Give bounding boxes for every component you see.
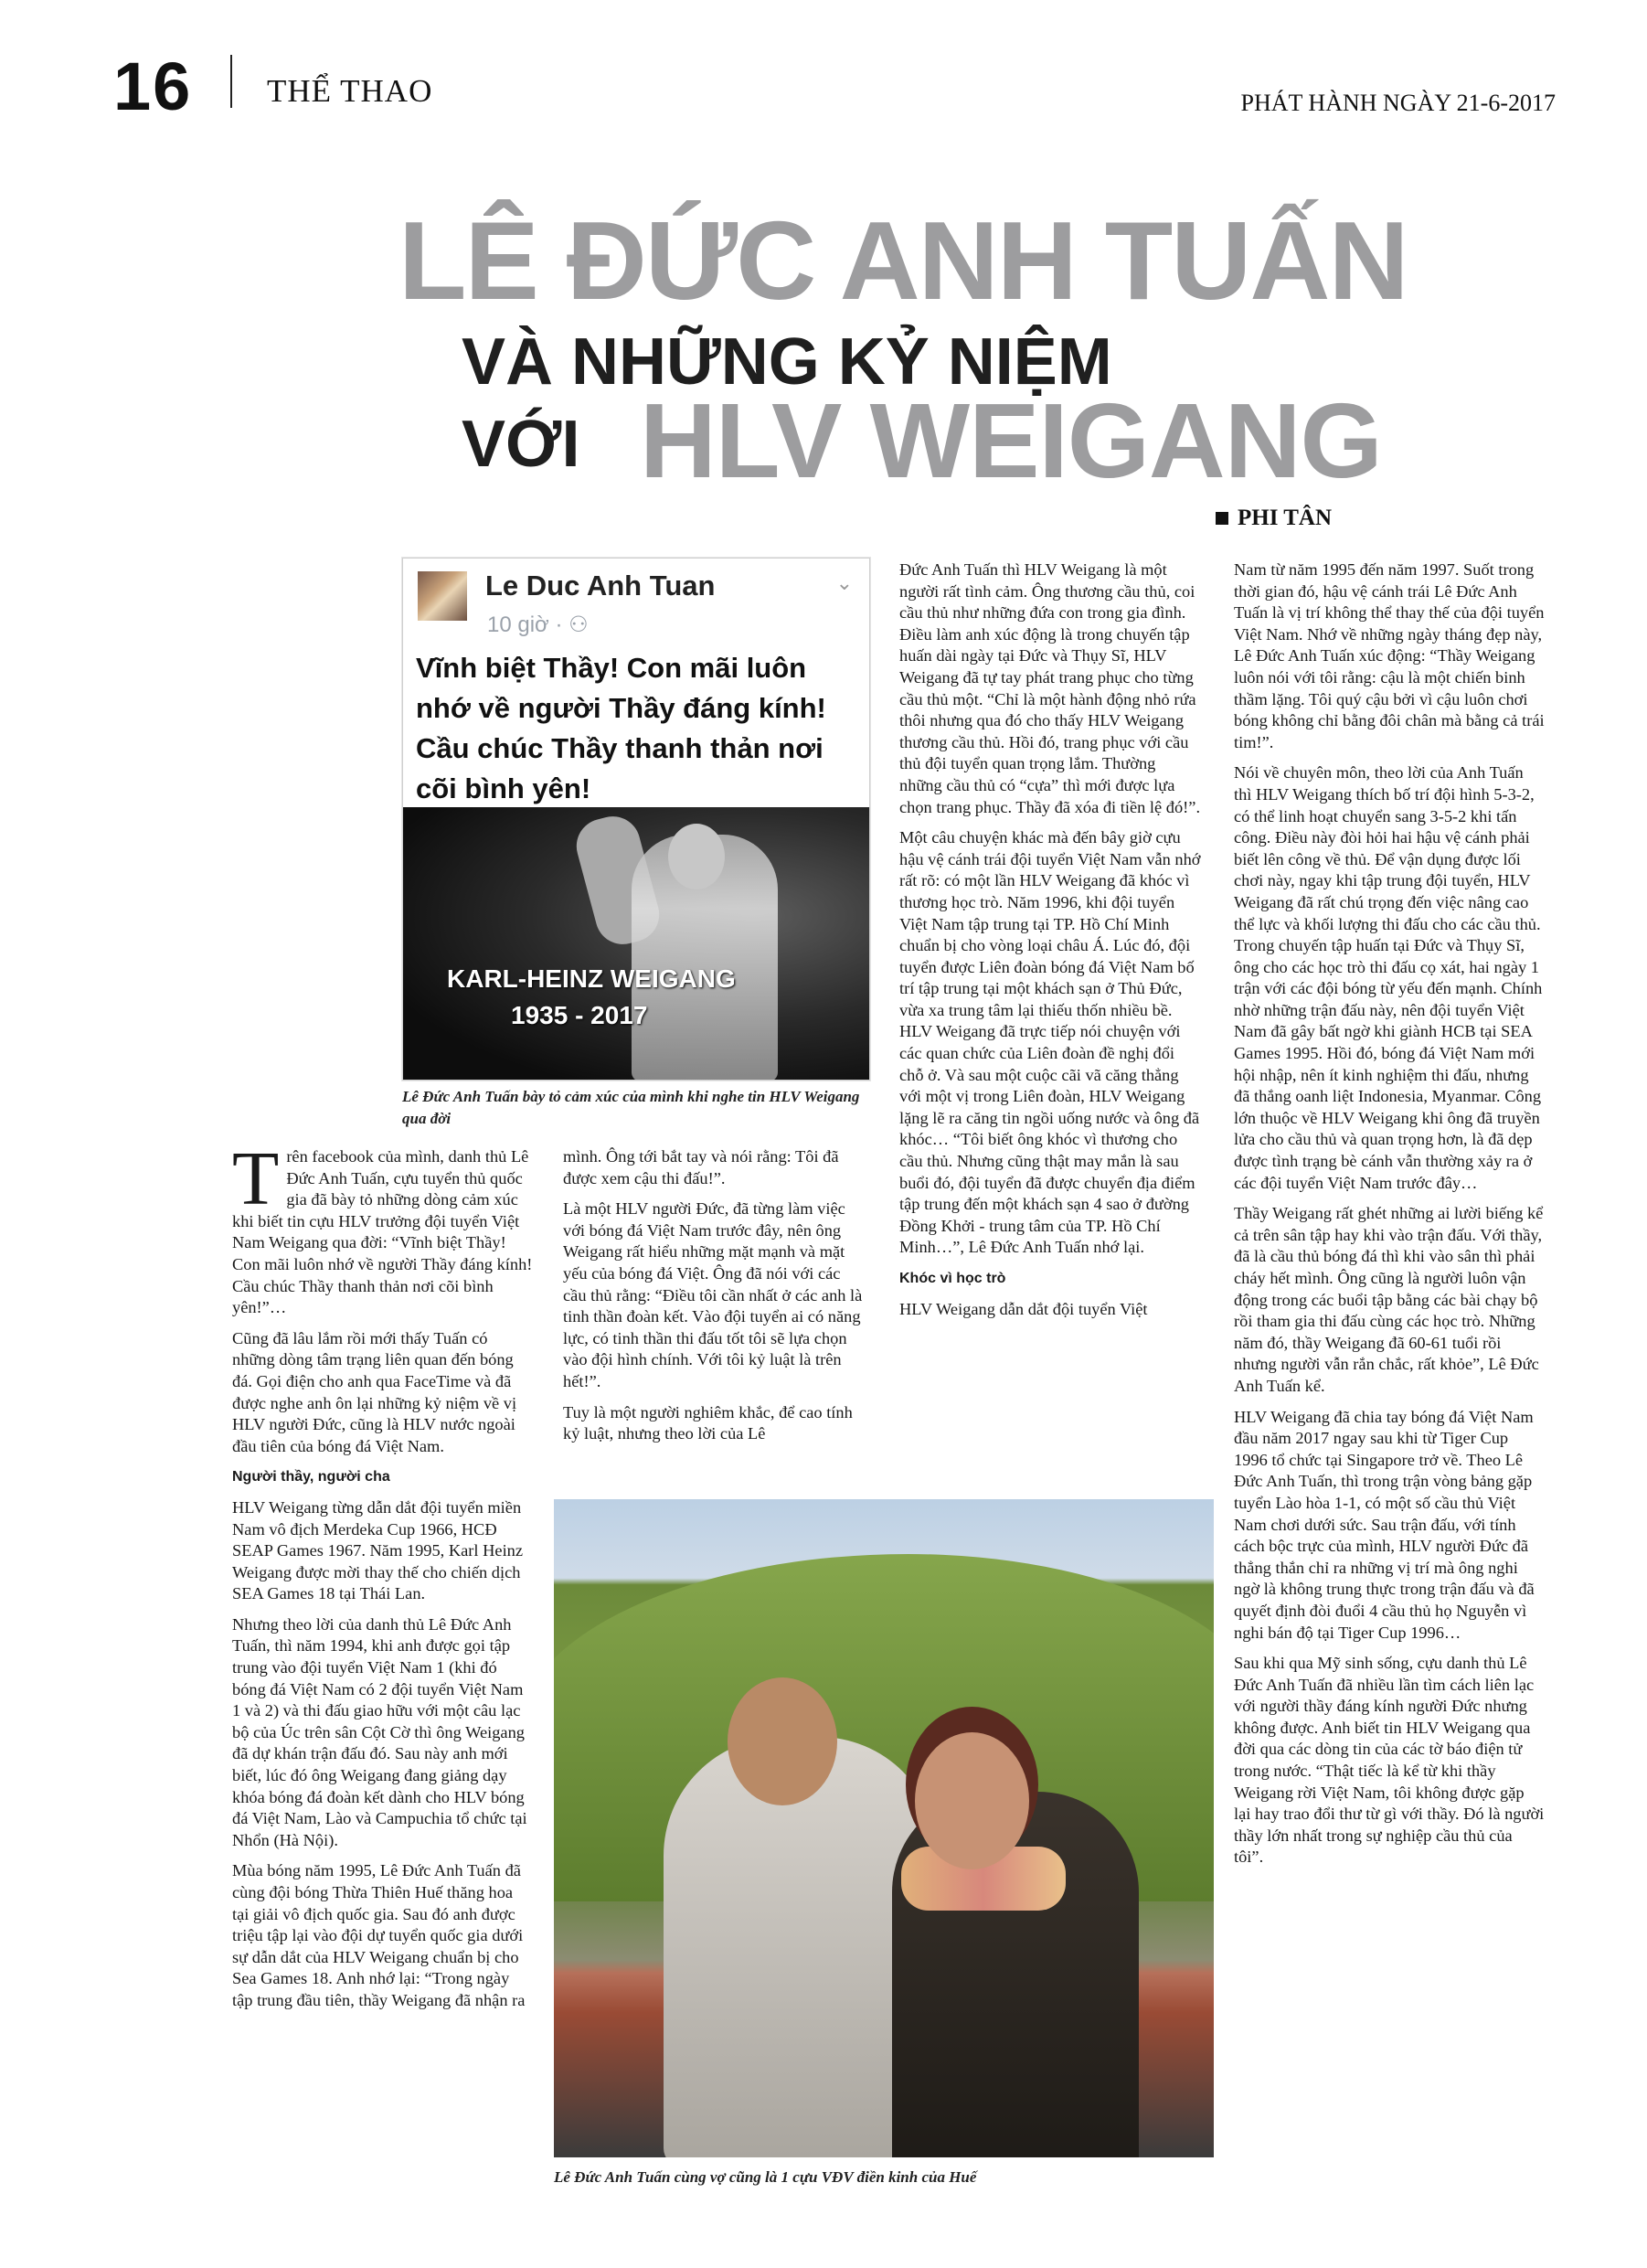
chevron-down-icon: ⌄ xyxy=(835,571,853,594)
article-column-3 xyxy=(899,559,1201,1329)
photo-years: 1935 - 2017 xyxy=(511,1001,648,1029)
post-author: Le Duc Anh Tuan xyxy=(485,570,716,602)
post-time: 10 giờ · ⚇ xyxy=(487,612,589,637)
paragraph: Nhưng theo lời của danh thủ Lê Đức Anh Tuấn, thì năm 1994, khi anh được gọi tập trung vào đội tuyển Việt Nam 1 (khi đó bóng đá Việt Nam có 2 đội tuyển Việt Nam 1 và 2) và thi đấu giao hữu với một câu lạc bộ của Úc trên sân Cột Cờ thì ông Weigang đã dự khán trận đấu đó. Sau này anh mới biết, lúc đó ông Weigang đang giảng dạy khóa bóng đá đoàn kết dành cho HLV bóng đá Việt Nam, Lào và Campuchia tổ chức tại Nhổn (Hà Nội). xyxy=(232,1614,527,1849)
paragraph: HLV Weigang dẫn dắt đội tuyển Việt xyxy=(899,1299,1148,1318)
byline: PHI TÂN xyxy=(1216,506,1332,531)
facebook-post-image xyxy=(402,558,870,1081)
paragraph: mình. Ông tới bắt tay và nói rằng: Tôi đã được xem cậu thi đấu!”. xyxy=(563,1147,839,1187)
paragraph: HLV Weigang đã chia tay bóng đá Việt Nam đầu năm 2017 ngay sau khi từ Tiger Cup 1996 tổ chức tại Singapore trở về. Theo Lê Đức Anh Tuấn, thì trong trận vòng bảng gặp tuyển Lào hòa 1-1, có một số cầu thủ Việt Nam chơi dưới sức. Sau trận đấu, với tính cách bộc trực của mình, HLV người Đức đã thẳng thắn chỉ ra những vị trí mà ông nghi ngờ là không trung thực trong trận đấu và đã quyết định đòi đuổi 4 cầu thủ họ Nguyễn vì nghi bán độ tại Tiger Cup 1996… xyxy=(1234,1407,1535,1642)
photo-name: KARL-HEINZ WEIGANG xyxy=(447,964,736,993)
byline-square-icon xyxy=(1216,512,1228,525)
memorial-photo xyxy=(403,807,869,1080)
paragraph: Cũng đã lâu lắm rồi mới thấy Tuấn có những dòng tâm trạng liên quan đến bóng đá. Gọi điện cho anh qua FaceTime và đã được nghe anh ôn lại những kỷ niệm về vị HLV người Đức, cũng là HLV nước ngoài đầu tiên của bóng đá Việt Nam. xyxy=(232,1328,517,1455)
headline-line2: VÀ NHỮNG KỶ NIỆM xyxy=(462,325,1112,399)
avatar xyxy=(418,571,467,621)
paragraph: Thầy Weigang rất ghét những ai lười biếng kể cả trên sân tập hay khi vào trận đấu. Với thầy, đã là cầu thủ bóng đá thì khi vào sân thì phải cháy hết mình. Ông cũng là người luôn vận động trong các buổi tập bằng các bài chạy bộ rồi tham gia thi đấu cùng các học trò. Những năm đó, thầy Weigang đã 60-61 tuổi rồi nhưng người vẫn rắn chắc, rất khỏe”, Lê Đức Anh Tuấn kể. xyxy=(1234,1204,1544,1395)
couple-photo xyxy=(554,1499,1214,2157)
dropcap: T xyxy=(232,1136,280,1221)
headline-line3a: VỚI xyxy=(462,408,580,481)
paragraph: Tuy là một người nghiêm khắc, để cao tính kỷ luật, nhưng theo lời của Lê xyxy=(563,1402,853,1443)
paragraph: Là một HLV người Đức, đã từng làm việc với bóng đá Việt Nam trước đây, nên ông Weigang rất hiểu những mặt mạnh và mặt yếu của bóng đá Việt. Ông đã nói với các cầu thủ rằng: “Điều tôi cần nhất ở các anh là tinh thần đoàn kết. Vào đội tuyển ai có năng lực, có tinh thần thi đấu tốt tôi sẽ lựa chọn vào đội hình chính. Với tôi kỷ luật là trên hết!”. xyxy=(563,1199,863,1390)
caption-facebook: Lê Đức Anh Tuấn bày tỏ cảm xúc của mình khi nghe tin HLV Weigang qua đời xyxy=(402,1088,860,1127)
paragraph: Đức Anh Tuấn thì HLV Weigang là một người rất tình cảm. Ông thương cầu thủ, coi cầu thủ như những đứa con trong gia đình. Điều làm anh xúc động là trong chuyến tập huấn dài ngày tại Đức và Thụy Sĩ, HLV Weigang đã tự tay phát trang phục cho từng cầu thủ một. “Chỉ là một hành động nhỏ rứa thôi nhưng qua đó cho thấy HLV Weigang thương cầu thủ. Hồi đó, trang phục với cầu thủ đội tuyển quan trọng lắm. Thường những cầu thủ có “cựa” thì mới được lựa chọn trang phục. Thầy đã xóa đi tiền lệ đó!”. xyxy=(899,560,1201,816)
issue-date: PHÁT HÀNH NGÀY 21-6-2017 xyxy=(1240,90,1556,116)
paragraph: Nói về chuyên môn, theo lời của Anh Tuấn thì HLV Weigang thích bố trí đội hình 5-3-2, có thể linh hoạt chuyển sang 3-5-2 khi tấn công. Điều này đòi hỏi hai hậu vệ cánh phải biết lên công về thủ. Để vận dụng được lối chơi này, ngay khi tập trung đội tuyển, HLV Weigang đã rất chú trọng đến việc nâng cao thể lực và khối lượng thi đấu cho các cầu thủ. Trong chuyến tập huấn tại Đức và Thụy Sĩ, ông cho các học trò thi đấu cọ xát, hai ngày 1 trận với các đội bóng từ yếu đến mạnh. Chính nhờ những trận đấu này, nên đội tuyển Việt Nam đã gây bất ngờ khi giành HCB tại SEA Games 1995. Hồi đó, bóng đá Việt Nam mới hội nhập, nên ít kinh nghiệm thi đấu, nhưng đã thắng oanh liệt Indonesia, Myanmar. Công lớn thuộc về HLV Weigang khi ông đã truyền lửa cho cầu thủ và quan trọng hơn, là đã dẹp được tình trạng bè cánh vẫn thường xảy ra ở các đội tuyển Việt Nam trước đây… xyxy=(1234,763,1543,1192)
photo-woman-head xyxy=(915,1732,1029,1869)
header-divider xyxy=(230,55,232,108)
page-number: 16 xyxy=(113,48,193,124)
headline-line3b: HLV WEIGANG xyxy=(640,381,1382,500)
photo-head xyxy=(668,824,725,889)
paragraph: Nam từ năm 1995 đến năm 1997. Suốt trong thời gian đó, hậu vệ cánh trái Lê Đức Anh Tuấn là vị trí không thể thay thế của đội tuyển Việt Nam. Nhớ về những ngày tháng đẹp này, Lê Đức Anh Tuấn xúc động: “Thầy Weigang luôn nói với tôi rằng: cậu là một chiến binh thầm lặng. Tôi quý cậu bởi vì cậu luôn chơi bóng không chỉ bằng đôi chân mà bằng cả trái tim!”. xyxy=(1234,560,1545,751)
caption-couple: Lê Đức Anh Tuấn cùng vợ cũng là 1 cựu VĐV điền kinh của Huế xyxy=(554,2168,977,2186)
article-column-1 xyxy=(232,1136,534,2021)
headline-line1: LÊ ĐỨC ANH TUẤN xyxy=(398,198,1408,323)
subheading: Khóc vì học trò xyxy=(899,1271,1006,1286)
paragraph: Mùa bóng năm 1995, Lê Đức Anh Tuấn đã cùng đội bóng Thừa Thiên Huế thăng hoa tại giải vô địch quốc gia. Sau đó anh được triệu tập lại vào đội dự tuyển quốc gia dưới sự dẫn dắt của HLV Weigang chuẩn bị cho Sea Games 18. Anh nhớ lại: “Trong ngày tập trung đầu tiên, thầy Weigang đã nhận ra xyxy=(232,1861,526,2009)
paragraph: HLV Weigang từng dẫn dắt đội tuyển miền Nam vô địch Merdeka Cup 1966, HCĐ SEAP Games 1967. Năm 1995, Karl Heinz Weigang được mời thay thế cho chiến dịch SEA Games 18 tại Thái Lan. xyxy=(232,1497,524,1603)
section-title: THỂ THAO xyxy=(267,73,433,109)
article-column-2 xyxy=(563,1146,865,1454)
paragraph: Trên facebook của mình, danh thủ Lê Đức Anh Tuấn, cựu tuyển thủ quốc gia đã bày tỏ những dòng cảm xúc khi biết tin cựu HLV trưởng đội tuyển Việt Nam Weigang qua đời: “Vĩnh biệt Thầy! Con mãi luôn nhớ về người Thầy đáng kính! Cầu chúc Thầy thanh thản nơi cõi bình yên!”… xyxy=(232,1136,533,1317)
post-text: Vĩnh biệt Thầy! Con mãi luôn nhớ về người Thầy đáng kính! Cầu chúc Thầy thanh thản nơi cõi bình yên! xyxy=(416,652,826,804)
paragraph: Một câu chuyện khác mà đến bây giờ cựu hậu vệ cánh trái đội tuyển Việt Nam vẫn nhớ rất rõ: có một lần HLV Weigang đã khóc vì thương học trò. Năm 1996, khi đội tuyển Việt Nam tập trung tại TP. Hồ Chí Minh chuẩn bị cho vòng loại châu Á. Lúc đó, đội tuyển được Liên đoàn bóng đá Việt Nam bố trí tập trung tại một khách sạn ở Thủ Đức, vừa xa trung tâm lại thiếu thốn nhiều bề. HLV Weigang đã trực tiếp nói chuyện với các quan chức của Liên đoàn đề nghị đổi chỗ ở. Và sau một cuộc cãi vã căng thẳng với một vị trong Liên đoàn, HLV Weigang lặng lẽ ra căng tin ngồi uống nước và ông đã khóc… “Tôi biết ông khóc vì thương cho cầu thủ. Nhưng cũng thật may mắn là sau buổi đó, đội tuyển đã được chuyển địa điểm tập trung đến một khách sạn 4 sao ở đường Đồng Khởi - trung tâm của TP. Hồ Chí Minh…”, Lê Đức Anh Tuấn nhớ lại. xyxy=(899,828,1201,1257)
subheading: Người thầy, người cha xyxy=(232,1469,390,1485)
article-column-4 xyxy=(1234,559,1545,1878)
paragraph: Sau khi qua Mỹ sinh sống, cựu danh thủ Lê Đức Anh Tuấn đã nhiều lần tìm cách liên lạc với người thầy đáng kính người Đức nhưng không được. Anh biết tin HLV Weigang qua đời qua các dòng tin của các tờ báo điện tử trong nước. “Thật tiếc là kể từ khi thầy Weigang rời Việt Nam, tôi không được gặp lại hay trao đổi thư từ gì với thầy. Đó là người thầy lớn nhất trong sự nghiệp cầu thủ của tôi”. xyxy=(1234,1654,1545,1867)
photo-man-head xyxy=(728,1677,837,1805)
